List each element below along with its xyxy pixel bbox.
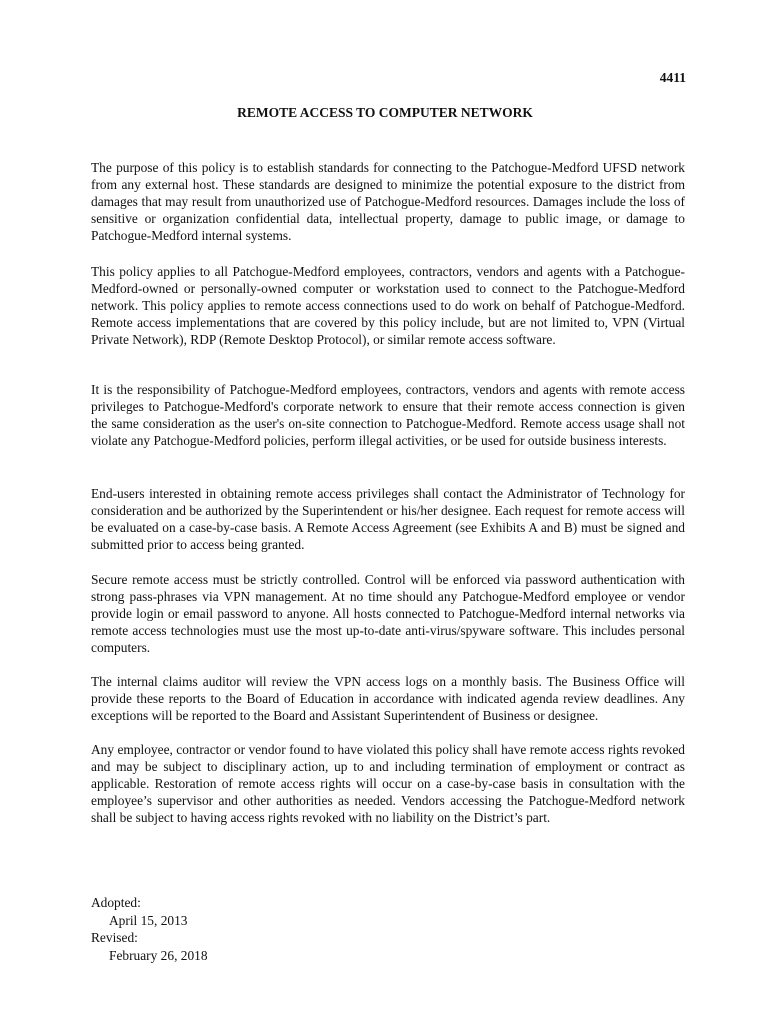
revised-date: February 26, 2018 (109, 947, 208, 963)
paragraph-violations: Any employee, contractor or vendor found to have violated this policy shall have remote access rights revoked and may be subject to disciplinary action, up to and including termination of employment or contract as applicable. Restoration of remote access rights will occur on a case-by-case basis in consultation with the employee’s supervisor and other authorities as needed. Vendors accessing the Patchogue-Medford network shall be subject to having access rights revoked with no liability on the District’s part. (91, 742, 685, 826)
paragraph-scope: This policy applies to all Patchogue-Medford employees, contractors, vendors and agents with a Patchogue-Medford-owned or personally-owned computer or workstation used to connect to the Patchogue-Medford network. This policy applies to remote access connections used to do work on behalf of Patchogue-Medford. Remote access implementations that are covered by this policy include, but are not limited to, VPN (Virtual Private Network), RDP (Remote Desktop Protocol), or similar remote access software. (91, 264, 685, 348)
revised-label: Revised: (91, 930, 138, 945)
paragraph-obtaining-access: End-users interested in obtaining remote access privileges shall contact the Administrator of Technology for consideration and be authorized by the Superintendent or his/her designee. Each request for remote access will be evaluated on a case-by-case basis. A Remote Access Agreement (see Exhibits A and B) must be signed and submitted prior to access being granted. (91, 486, 685, 553)
page-title: REMOTE ACCESS TO COMPUTER NETWORK (237, 105, 533, 120)
policy-number: 4411 (659, 70, 686, 85)
adoption-dates (91, 894, 208, 964)
adopted-label: Adopted: (91, 895, 141, 910)
paragraph-audit: The internal claims auditor will review the VPN access logs on a monthly basis. The Business Office will provide these reports to the Board of Education in accordance with indicated agenda review deadlines. Any exceptions will be reported to the Board and Assistant Superintendent of Business or designee. (91, 674, 685, 724)
adopted-date: April 15, 2013 (109, 912, 188, 928)
paragraph-responsibility: It is the responsibility of Patchogue-Medford employees, contractors, vendors and agents with remote access privileges to Patchogue-Medford's corporate network to ensure that their remote access connection is given the same consideration as the user's on-site connection to Patchogue-Medford. Remote access usage shall not violate any Patchogue-Medford policies, perform illegal activities, or be used for outside business interests. (91, 382, 685, 449)
paragraph-purpose: The purpose of this policy is to establish standards for connecting to the Patchogue-Medford UFSD network from any external host. These standards are designed to minimize the potential exposure to the district from damages that may result from unauthorized use of Patchogue-Medford resources. Damages include the loss of sensitive or organization confidential data, intellectual property, damage to public image, or damage to Patchogue-Medford internal systems. (91, 160, 685, 244)
paragraph-secure-access: Secure remote access must be strictly controlled. Control will be enforced via password authentication with strong pass-phrases via VPN management. At no time should any Patchogue-Medford employee or vendor provide login or email password to anyone. All hosts connected to Patchogue-Medford internal networks via remote access technologies must use the most up-to-date anti-virus/spyware software. This includes personal computers. (91, 572, 685, 656)
